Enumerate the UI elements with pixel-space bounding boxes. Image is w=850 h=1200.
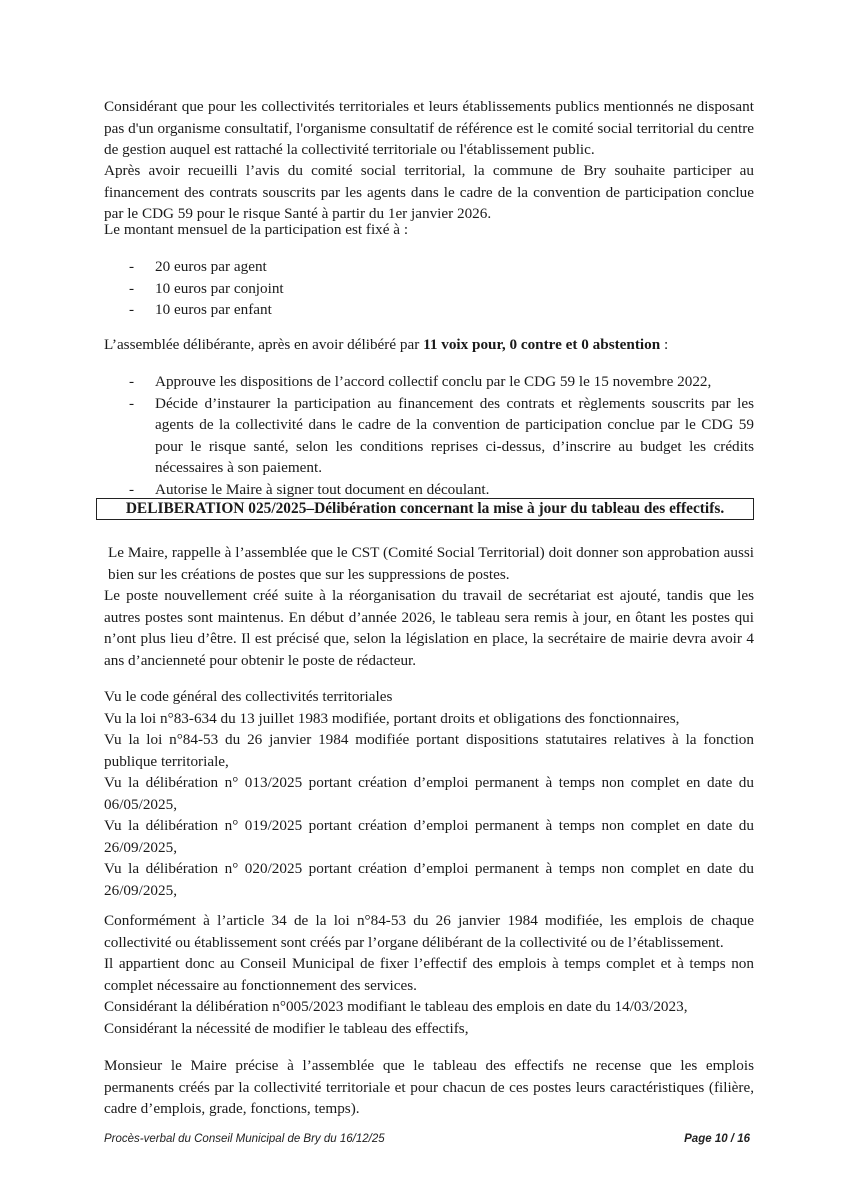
paragraph-text: Considérant la nécessité de modifier le tableau des effectifs, — [104, 1019, 469, 1037]
footer-title: Procès-verbal du Conseil Municipal de Bry du 16/12/25 — [104, 1133, 385, 1145]
paragraph-considerant-organisme — [104, 96, 754, 161]
paragraph-maire-rappel — [104, 542, 754, 585]
vote-prefix: L’assemblée délibérante, après en avoir délibéré par — [104, 336, 424, 353]
visa-line: Vu la délibération n° 013/2025 portant création d’emploi permanent à temps non complet en date du 06/05/2025, — [104, 774, 754, 813]
page-number: Page 10 / 16 — [684, 1133, 750, 1145]
visas-list — [104, 686, 754, 901]
vote-suffix: : — [660, 336, 669, 353]
paragraph-maire-precise — [104, 1055, 754, 1120]
paragraph-text: Après avoir recueilli l’avis du comité social territorial, la commune de Bry souhaite participer au financement des contrats souscrits par les agents dans le cadre de la convention de participation conclue par le CDG 59 pour le risque Santé à partir du 1er janvier 2026. — [104, 162, 754, 222]
visa-line: Vu la loi n°84-53 du 26 janvier 1984 modifiée portant dispositions statutaires relatives à la fonction publique territoriale, — [104, 731, 754, 770]
list-item: - Décide d’instaurer la participation au financement des contrats et règlements souscrits par les agents de la collectivité dans le cadre de la convention de participation conclue par le CDG 59 pour le risque santé, selon les conditions reprises ci-dessus, d’inscrire au budget les crédits nécessaires à son paiement. — [104, 393, 754, 479]
paragraph-text: Conformément à l’article 34 de la loi n°84-53 du 26 janvier 1984 modifiée, les emplois de chaque collectivité ou établissement sont créés par l’organe délibérant de la collectivité ou de l’établissement. — [104, 912, 754, 951]
visa-line: Vu le code général des collectivités territoriales — [104, 688, 393, 705]
paragraph-text: Considérant la délibération n°005/2023 modifiant le tableau des emplois en date du 14/03/2023, — [104, 998, 688, 1015]
paragraph-montant-intro — [104, 219, 754, 241]
vote-result: 11 voix pour, 0 contre et 0 abstention — [423, 336, 661, 353]
paragraph-poste-nouveau — [104, 585, 754, 671]
paragraph-text: Le montant mensuel de la participation est fixé à : — [104, 221, 409, 238]
paragraph-text: Le poste nouvellement créé suite à la réorganisation du travail de secrétariat est ajouté, tandis que les autres postes sont maintenus. En début d’année 2026, le tableau sera remis à jour, en ôtant les postes qui n’ont plus lieu d’être. Il est précisé que, selon la législation en place, la secrétaire de mairie devra avoir 4 ans d’ancienneté pour obtenir le poste de rédacteur. — [104, 587, 754, 669]
vote-statement — [104, 334, 754, 356]
visa-line: Vu la délibération n° 019/2025 portant création d’emploi permanent à temps non complet en date du 26/09/2025, — [104, 817, 754, 856]
list-item: - Approuve les dispositions de l’accord collectif conclu par le CDG 59 le 15 novembre 2022, — [104, 371, 754, 393]
decisions-list — [104, 371, 754, 500]
paragraph-text: Le Maire, rappelle à l’assemblée que le CST (Comité Social Territorial) doit donner son approbation aussi bien sur les créations de postes que sur les suppressions de postes. — [108, 544, 754, 583]
list-item: - Autorise le Maire à signer tout document en découlant. — [104, 479, 754, 501]
paragraph-text: Il appartient donc au Conseil Municipal de fixer l’effectif des emplois à temps complet et à temps non complet nécessaire au fonctionnement des services. — [104, 955, 754, 994]
list-item: - 10 euros par conjoint — [104, 278, 754, 300]
paragraph-conformement — [104, 910, 754, 1039]
paragraph-apres-avis — [104, 160, 754, 225]
list-item: - 20 euros par agent — [104, 256, 754, 278]
visa-line: Vu la délibération n° 020/2025 portant création d’emploi permanent à temps non complet en date du 26/09/2025, — [104, 860, 754, 899]
deliberation-heading: DELIBERATION 025/2025–Délibération concernant la mise à jour du tableau des effectifs. — [96, 498, 754, 520]
list-item: - 10 euros par enfant — [104, 299, 754, 321]
visa-line: Vu la loi n°83-634 du 13 juillet 1983 modifiée, portant droits et obligations des fonctionnaires, — [104, 709, 680, 727]
participation-amounts-list — [104, 256, 754, 321]
paragraph-text: Monsieur le Maire précise à l’assemblée que le tableau des effectifs ne recense que les emplois permanents créés par la collectivité territoriale et pour chacun de ces postes leurs caractéristiques (filière, cadre d’emplois, grade, fonctions, temps). — [104, 1057, 754, 1117]
paragraph-text: Considérant que pour les collectivités territoriales et leurs établissements publics mentionnés ne disposant pas d'un organisme consultatif, l'organisme consultatif de référence est le comité social territorial du centre de gestion auquel est rattaché la collectivité territoriale ou l'établissement public. — [104, 98, 754, 158]
